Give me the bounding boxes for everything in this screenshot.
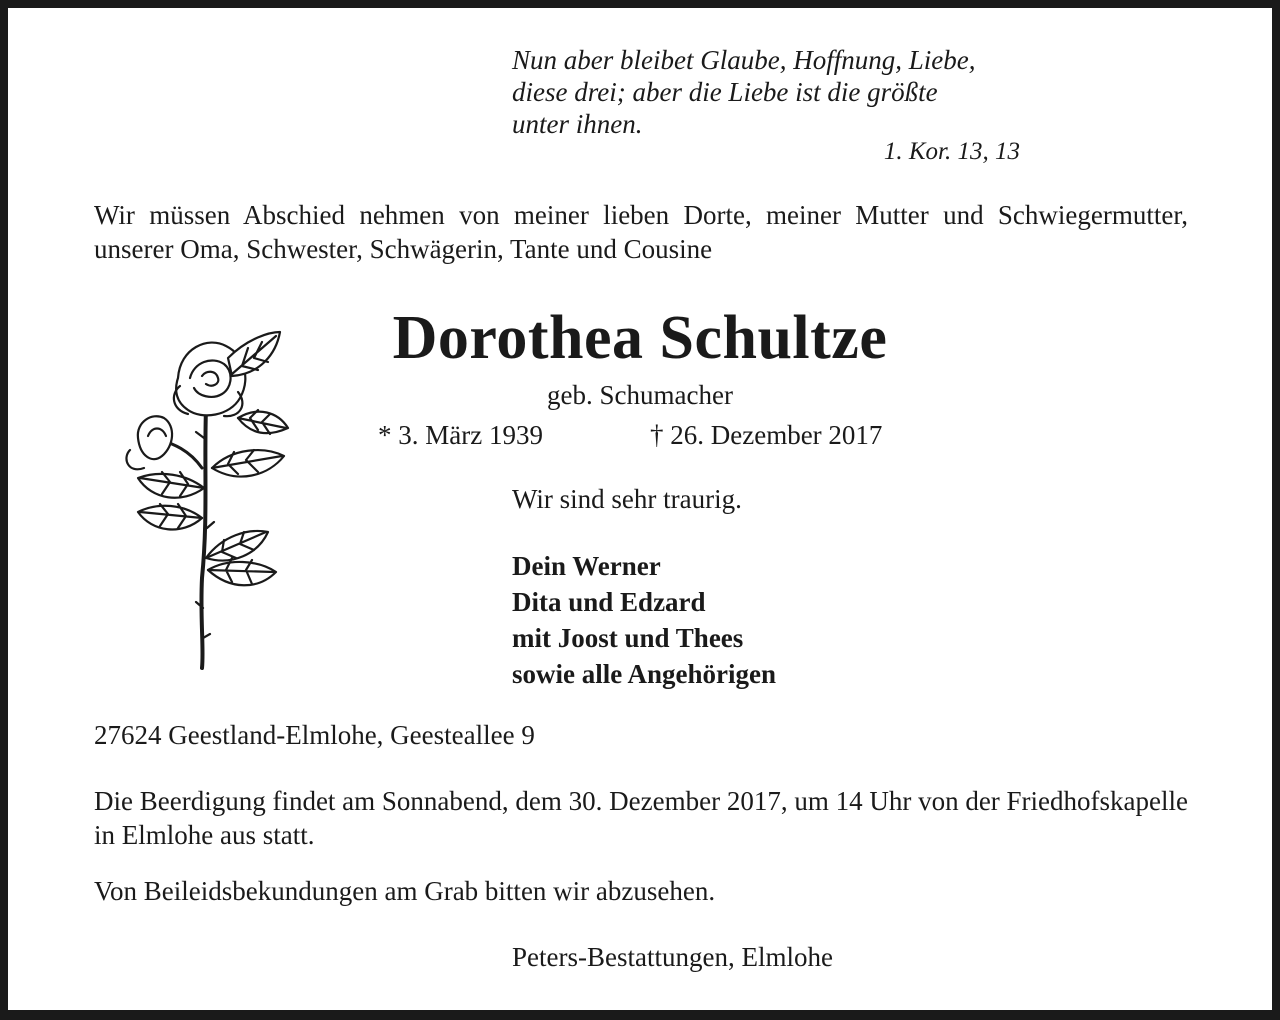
funeral-notice: Die Beerdigung findet am Sonnabend, dem 30. Dezember 2017, um 14 Uhr von der Friedhofskapelle in Elmlohe aus statt. (94, 786, 1188, 850)
obituary-notice (8, 8, 1272, 1010)
mourners-list (512, 548, 1012, 692)
bible-verse (512, 44, 1032, 140)
verse-line: unter ihnen. (512, 109, 643, 139)
verse-line: Nun aber bleibet Glaube, Hoffnung, Liebe, (512, 45, 976, 75)
address: 27624 Geestland-Elmlohe, Geesteallee 9 (94, 720, 535, 750)
verse-line: diese drei; aber die Liebe ist die größte (512, 77, 938, 107)
birth-date: * 3. März 1939 (378, 420, 543, 450)
undertaker: Peters-Bestattungen, Elmlohe (512, 942, 833, 972)
deceased-name: Dorothea Schultze (392, 304, 888, 372)
verse-reference: 1. Kor. 13, 13 (883, 138, 1020, 165)
intro-text: Wir müssen Abschied nehmen von meiner lieben Dorte, meiner Mutter und Schwiegermutter, unserer Oma, Schwester, Schwägerin, Tante und Cousine (94, 200, 1188, 264)
mourner-line: Dein Werner (512, 551, 661, 581)
mourner-line: mit Joost und Thees (512, 623, 744, 653)
maiden-name: geb. Schumacher (547, 380, 733, 410)
rose-icon (108, 318, 298, 673)
condolence-note: Von Beileidsbekundungen am Grab bitten wir abzusehen. (94, 876, 716, 906)
mourner-line: Dita und Edzard (512, 587, 706, 617)
mourner-line: sowie alle Angehörigen (512, 659, 776, 689)
sentiment-text: Wir sind sehr traurig. (512, 484, 742, 514)
death-date: † 26. Dezember 2017 (650, 420, 883, 450)
